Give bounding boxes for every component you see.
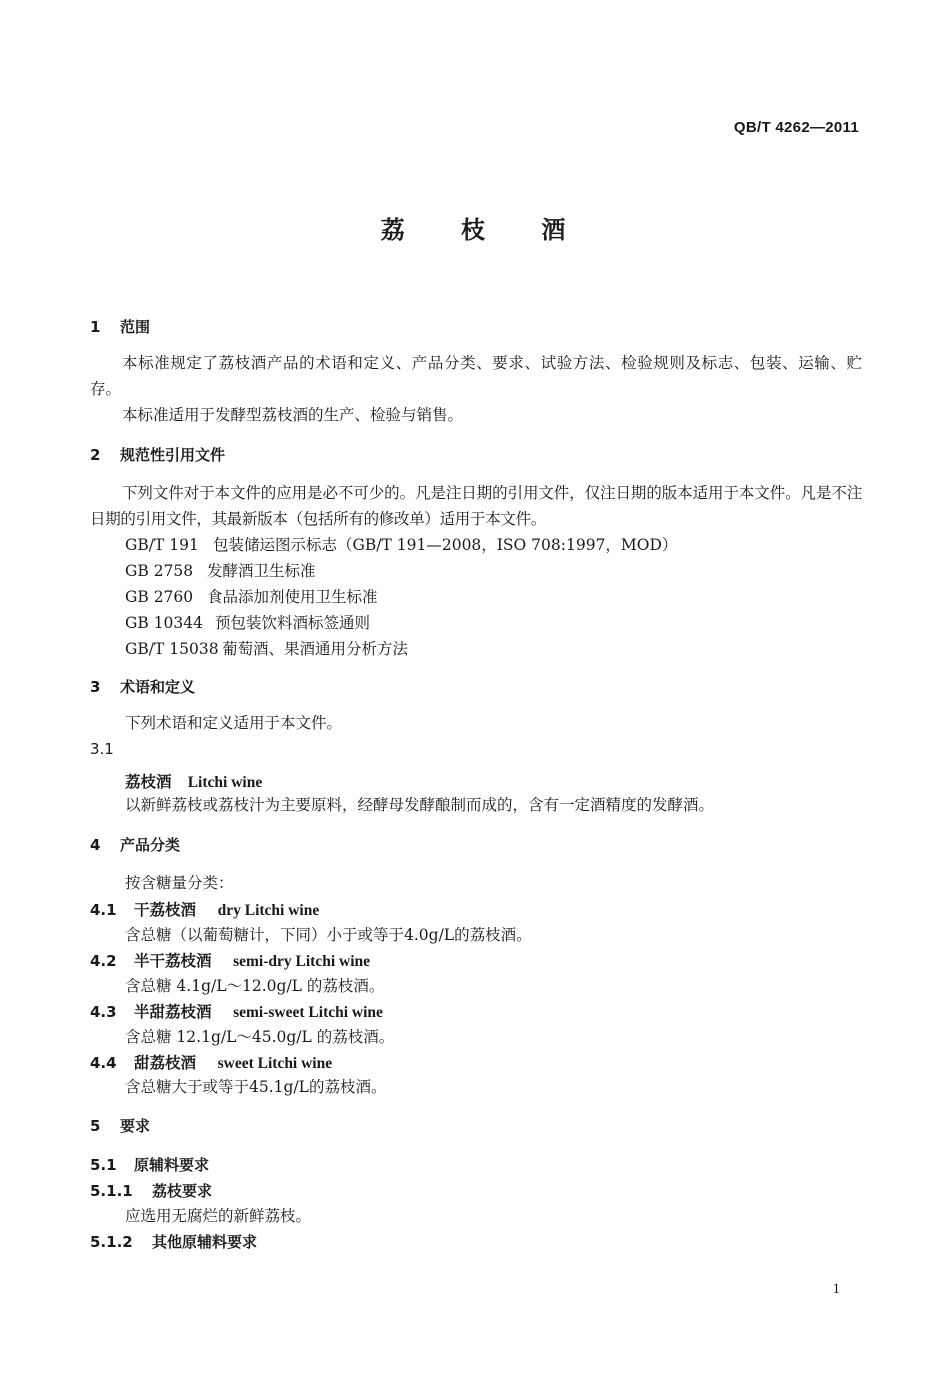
section-4-intro: 按含糖量分类： <box>125 874 234 892</box>
term-english: sweet Litchi wine <box>217 1055 333 1072</box>
reference-code: GB 10344 <box>125 614 204 632</box>
reference-title: 葡萄酒、果酒通用分析方法 <box>222 640 409 658</box>
classification-item-heading <box>90 1000 383 1022</box>
term-entry <box>125 770 262 792</box>
classification-item-desc: 含总糖（以葡萄糖计，下同）小于或等于4.0g/L的荔枝酒。 <box>125 926 532 944</box>
section-number: 4 <box>90 836 101 854</box>
document-title: 荔 枝 酒 <box>380 216 590 244</box>
classification-item-heading <box>90 949 370 971</box>
section-number: 5.1.2 <box>90 1233 133 1251</box>
reference-item <box>125 610 370 636</box>
section-title: 产品分类 <box>120 836 181 854</box>
term-definition: 以新鲜荔枝或荔枝汁为主要原料，经酵母发酵酿制而成的，含有一定酒精度的发酵酒。 <box>125 796 715 814</box>
section-5-heading <box>90 1115 150 1136</box>
section-2-intro: 下列文件对于本文件的应用是必不可少的。凡是注日期的引用文件，仅注日期的版本适用于本文件。凡是不注日期的引用文件，其最新版本（包括所有的修改单）适用于本文件。 <box>90 484 862 528</box>
section-3-intro: 下列术语和定义适用于本文件。 <box>125 714 343 732</box>
section-number: 3 <box>90 678 101 696</box>
term-english: Litchi wine <box>187 774 263 791</box>
reference-title: 包装储运图示标志（GB/T 191—2008，ISO 708:1997，MOD） <box>213 536 678 554</box>
section-3-heading <box>90 676 195 697</box>
item-number: 4.1 <box>90 901 117 919</box>
section-title: 范围 <box>120 318 151 336</box>
section-number: 2 <box>90 446 101 464</box>
reference-title: 发酵酒卫生标准 <box>207 562 316 580</box>
term-english: semi-dry Litchi wine <box>233 953 371 970</box>
term-chinese: 荔枝酒 <box>125 773 172 791</box>
section-number: 1 <box>90 318 101 336</box>
classification-item-desc: 含总糖大于或等于45.1g/L的荔枝酒。 <box>125 1078 387 1096</box>
section-title: 要求 <box>120 1117 151 1135</box>
section-title: 荔枝要求 <box>152 1182 213 1200</box>
reference-title: 预包装饮料酒标签通则 <box>215 614 371 632</box>
term-chinese: 干荔枝酒 <box>134 901 197 919</box>
section-1-heading <box>90 316 150 337</box>
section-4-heading <box>90 834 180 855</box>
reference-item <box>125 532 677 558</box>
item-number: 4.2 <box>90 952 117 970</box>
term-chinese: 甜荔枝酒 <box>134 1054 197 1072</box>
term-english: dry Litchi wine <box>217 902 320 919</box>
section-2-heading <box>90 444 225 465</box>
subsection-5-1-2-heading <box>90 1231 257 1252</box>
page-number: 1 <box>832 1281 840 1297</box>
subsection-5-1-heading <box>90 1154 209 1175</box>
section-title: 规范性引用文件 <box>120 446 226 464</box>
section-title: 原辅料要求 <box>134 1156 210 1174</box>
term-chinese: 半干荔枝酒 <box>134 952 212 970</box>
standard-code: QB/T 4262—2011 <box>733 119 859 136</box>
reference-item <box>125 558 316 584</box>
classification-item-heading <box>90 1051 332 1073</box>
classification-item-desc: 含总糖 4.1g/L～12.0g/L 的荔枝酒。 <box>125 977 385 995</box>
section-1-paragraph-1: 本标准规定了荔枝酒产品的术语和定义、产品分类、要求、试验方法、检验规则及标志、包装、运输、贮存。 <box>90 354 862 398</box>
subsection-number: 3.1 <box>90 740 114 758</box>
section-title: 其他原辅料要求 <box>152 1233 258 1251</box>
section-number: 5 <box>90 1117 101 1135</box>
classification-item-heading <box>90 898 319 920</box>
reference-code: GB/T 15038 <box>125 640 219 658</box>
reference-code: GB/T 191 <box>125 536 199 554</box>
item-number: 4.3 <box>90 1003 117 1021</box>
term-english: semi-sweet Litchi wine <box>233 1004 383 1021</box>
reference-code: GB 2758 <box>125 562 194 580</box>
term-chinese: 半甜荔枝酒 <box>134 1003 212 1021</box>
subsection-5-1-1-text: 应选用无腐烂的新鲜荔枝。 <box>125 1207 312 1225</box>
section-number: 5.1 <box>90 1156 117 1174</box>
reference-title: 食品添加剂使用卫生标准 <box>207 588 378 606</box>
reference-item <box>125 584 378 610</box>
reference-item <box>125 636 408 662</box>
section-number: 5.1.1 <box>90 1182 133 1200</box>
section-1-paragraph-2: 本标准适用于发酵型荔枝酒的生产、检验与销售。 <box>122 406 464 424</box>
section-title: 术语和定义 <box>120 678 196 696</box>
item-number: 4.4 <box>90 1054 117 1072</box>
reference-code: GB 2760 <box>125 588 194 606</box>
subsection-5-1-1-heading <box>90 1180 212 1201</box>
classification-item-desc: 含总糖 12.1g/L～45.0g/L 的荔枝酒。 <box>125 1028 395 1046</box>
